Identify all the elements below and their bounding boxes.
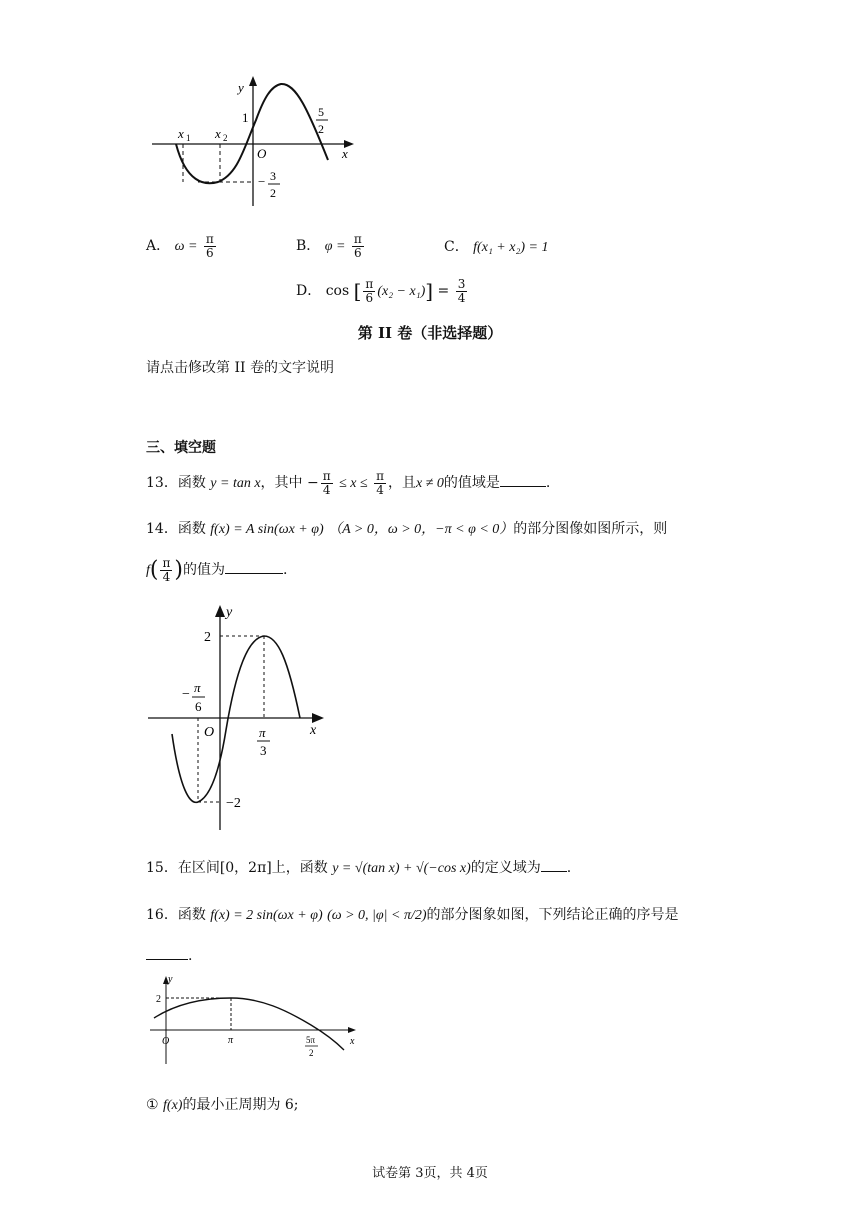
tick-five: 5 <box>318 105 324 119</box>
q13-leq: ≤ x ≤ <box>339 476 368 492</box>
tick-2: 2 <box>204 630 211 645</box>
tick-1: 1 <box>242 110 249 125</box>
tick-neg-pi: π <box>194 680 201 695</box>
option-d-cos: cos <box>325 283 350 300</box>
origin-label: O <box>162 1036 170 1047</box>
part-three-heading: 三、填空题 <box>146 440 216 456</box>
tick-pi: π <box>228 1035 234 1046</box>
tick-neg-sign: − <box>182 687 190 702</box>
q14-end: 的值为 <box>182 562 225 579</box>
option-b <box>296 233 366 259</box>
q14-func: f(x) = A sin(ωx + φ) <box>210 522 324 537</box>
q14-answer-blank[interactable] <box>225 559 283 574</box>
option-a-frac: $\frac{\pi}{6}$ <box>205 232 214 260</box>
q15-func: y = √(tan x) + √(−cos x) <box>332 861 471 876</box>
option-d-mid: (x₂ − x₁) <box>377 284 426 300</box>
tick-three: 3 <box>270 169 276 183</box>
tick-three: 3 <box>260 743 267 758</box>
option-b-label: B． <box>296 238 321 255</box>
axis-y-label: y <box>238 80 244 95</box>
q13-cond: x ≠ 0 <box>416 476 444 492</box>
section-note: 请点击修改第 II 卷的文字说明 <box>146 360 334 376</box>
tick-pi-3: π <box>259 725 266 740</box>
q13-mid: ，其中 − <box>260 475 319 492</box>
page-footer: 试卷第 3页，共 4页 <box>372 1166 488 1181</box>
q13-func: y = tan x <box>210 476 261 492</box>
tick-two: 2 <box>318 122 324 136</box>
q16-post: 的部分图象如图，下列结论正确的序号是 <box>426 907 679 923</box>
option-b-lhs: φ = <box>324 239 346 255</box>
q14-post: 的部分图像如图所示，则 <box>513 521 668 537</box>
option-c <box>444 236 548 256</box>
option-b-frac: $\frac{\pi}{6}$ <box>353 232 362 260</box>
q13-frac2: $\frac{\pi}{4}$ <box>376 469 385 497</box>
q14-cond: （A > 0，ω > 0，−π < φ < 0） <box>328 522 514 537</box>
option-a-label: A． <box>146 238 171 255</box>
option-d-frac: $\frac{\pi}{6}$ <box>365 277 374 305</box>
tick-5pi: 5π <box>306 1035 316 1045</box>
question-16 <box>146 904 679 924</box>
statement-1-text: 的最小正周期为 6; <box>182 1097 299 1113</box>
tick-2: 2 <box>156 994 161 1005</box>
x1-sub: 1 <box>186 133 191 143</box>
tick-2-den: 2 <box>309 1048 314 1058</box>
q13-period: . <box>545 475 551 492</box>
q16-graph <box>146 970 366 1070</box>
x1-label: x <box>178 126 184 141</box>
statement-1 <box>146 1094 299 1114</box>
q14-graph <box>146 600 336 835</box>
question-13 <box>146 470 550 496</box>
q14-frac: $\frac{\pi}{4}$ <box>162 556 171 584</box>
question-14 <box>146 518 667 538</box>
q15-period: . <box>566 860 572 876</box>
origin-label: O <box>257 146 267 161</box>
question-16-line2 <box>146 945 192 964</box>
statement-1-func: f(x) <box>163 1098 183 1113</box>
q14-pre: 14．函数 <box>146 521 206 537</box>
q13-answer-blank[interactable] <box>500 472 546 487</box>
q16-func: f(x) = 2 sin(ωx + φ) <box>210 908 323 923</box>
x2-sub: 2 <box>223 133 228 143</box>
q16-pre: 16．函数 <box>146 907 206 923</box>
q13-pre: 13．函数 <box>146 475 206 492</box>
x2-label: x <box>215 126 221 141</box>
tick-neg-2: −2 <box>226 796 241 811</box>
q16-cond: (ω > 0, |φ| < π/2) <box>327 908 427 923</box>
axis-x-label: x <box>342 146 348 161</box>
question-14-line2: f( $\frac{\pi}{4}$ )的值为 . <box>146 556 288 584</box>
q12-graph <box>146 70 366 210</box>
option-d-eq: = <box>437 283 450 300</box>
q16-period: . <box>188 948 193 964</box>
q15-end: 的定义域为 <box>470 860 541 876</box>
option-a-lhs: ω = <box>174 239 198 255</box>
option-c-label: C． <box>444 239 469 255</box>
axis-x-label: x <box>350 1036 355 1047</box>
statement-1-marker: ① <box>146 1097 159 1113</box>
q16-answer-blank[interactable] <box>146 945 188 960</box>
q15-pre: 15．在区间[0，2π]上，函数 <box>146 860 328 876</box>
q13-end: 的值域是 <box>443 475 500 492</box>
tick-two-b: 2 <box>270 186 276 200</box>
origin-label: O <box>204 725 215 740</box>
q15-answer-blank[interactable] <box>541 857 567 872</box>
tick-neg: − <box>258 174 266 189</box>
q13-frac1: $\frac{\pi}{4}$ <box>322 469 331 497</box>
option-d: D． cos [ $\frac{\pi}{6}$ (x₂ − x₁)] = $\frac{3}{4}$ <box>296 277 466 305</box>
option-a <box>146 233 218 259</box>
section-title: 第 II 卷（非选择题） <box>357 324 503 342</box>
axis-x-label: x <box>310 723 317 738</box>
q13-post: ，且 <box>388 475 417 492</box>
tick-six: 6 <box>195 699 202 714</box>
question-15 <box>146 857 571 877</box>
q14-f: f <box>146 563 150 579</box>
option-d-rfrac: $\frac{3}{4}$ <box>457 277 466 305</box>
option-d-label: D． <box>296 283 322 300</box>
q14-period: . <box>282 562 288 579</box>
axis-y-label: y <box>226 605 233 620</box>
axis-y-label: y <box>168 974 173 985</box>
option-c-expr: f(x₁ + x₂) = 1 <box>473 240 549 255</box>
